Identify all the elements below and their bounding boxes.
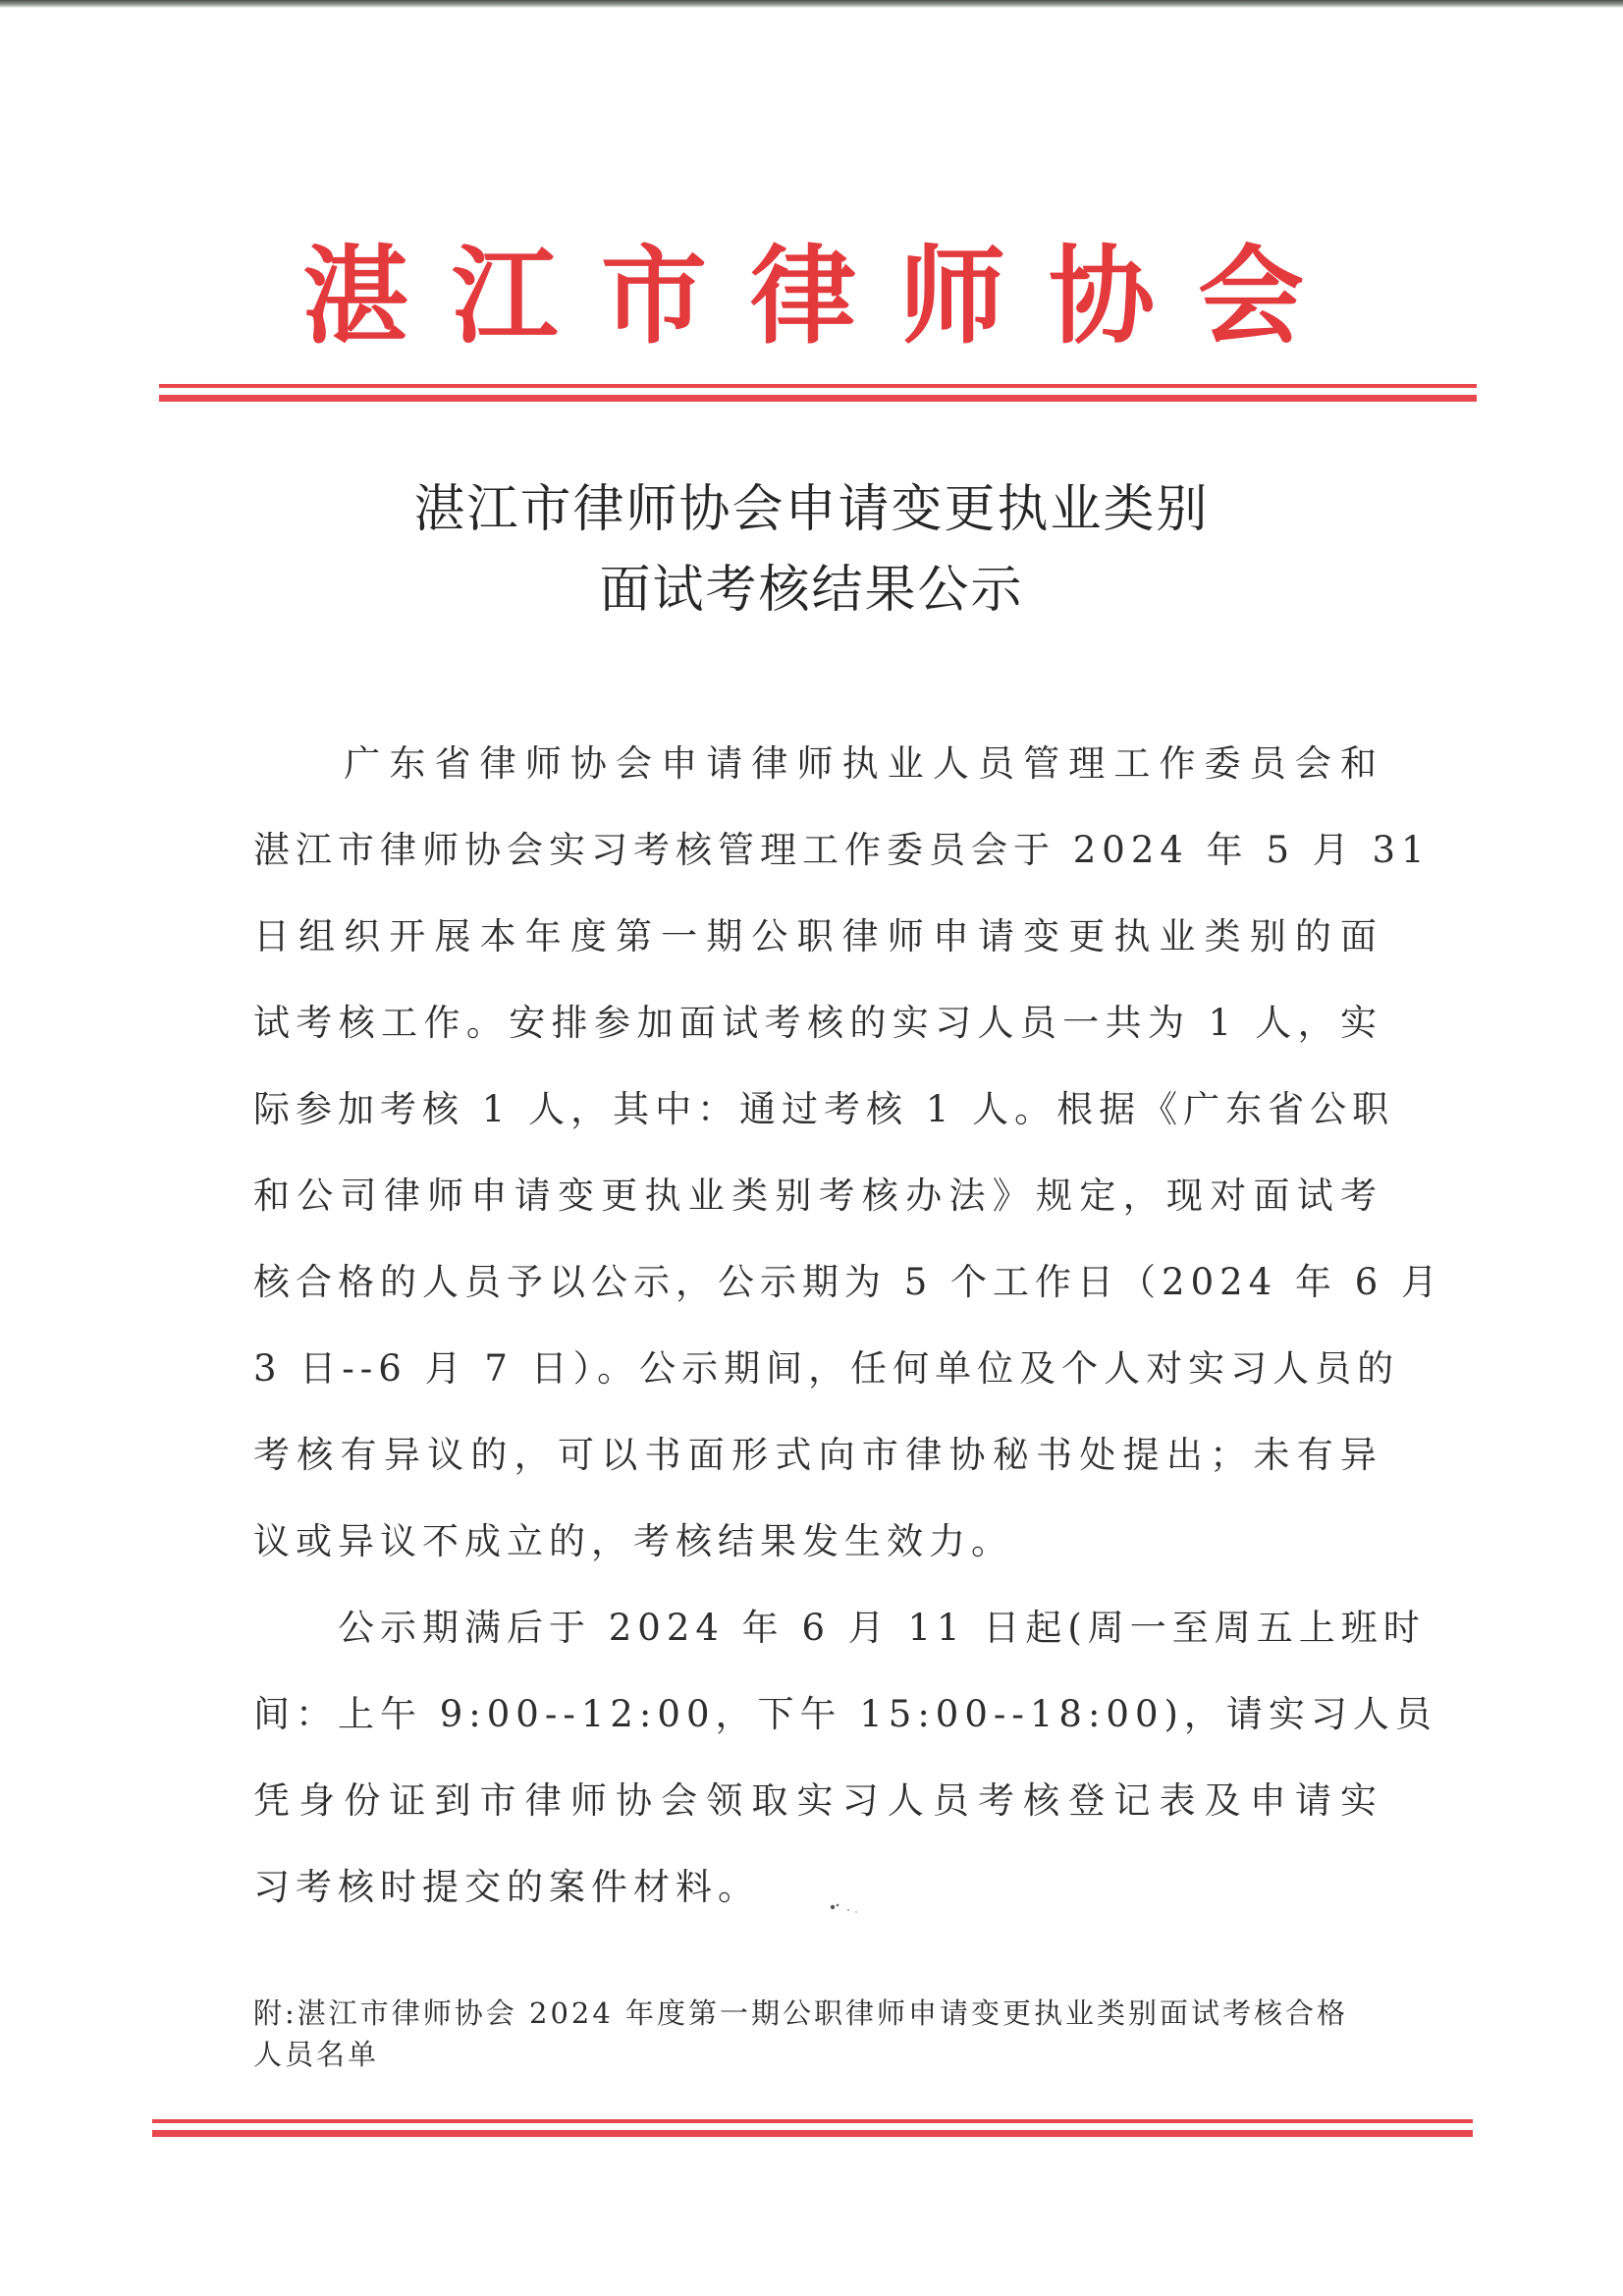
paragraph1-line: 广东省律师协会申请律师执业人员管理工作委员会和 <box>253 742 1382 785</box>
rule-thick-line <box>159 395 1477 402</box>
paragraph1-line: 湛江市律师协会实习考核管理工作委员会于 2024 年 5 月 31 <box>253 829 1431 871</box>
rule-thin-line <box>159 384 1477 388</box>
attachment-line: 人员名单 <box>253 2038 380 2071</box>
paragraph1-line: 考核有异议的，可以书面形式向市律协秘书处提出；未有异 <box>253 1434 1382 1476</box>
scan-edge <box>0 0 1623 8</box>
paragraph1-line: 试考核工作。安排参加面试考核的实习人员一共为 1 人，实 <box>253 1002 1382 1044</box>
rule-thick-line <box>152 2130 1473 2137</box>
attachment-line: 附:湛江市律师协会 2024 年度第一期公职律师申请变更执业类别面试考核合格 <box>253 1996 1349 2030</box>
paragraph1-line: 核合格的人员予以公示，公示期为 5 个工作日（2024 年 6 月 <box>253 1261 1444 1303</box>
paragraph1-line: 和公司律师申请变更执业类别考核办法》规定，现对面试考 <box>253 1175 1382 1217</box>
paragraph1-line: 际参加考核 1 人，其中：通过考核 1 人。根据《广东省公职 <box>253 1088 1395 1130</box>
paragraph1-line: 日组织开展本年度第一期公职律师申请变更执业类别的面 <box>253 915 1382 957</box>
paragraph2-line: 公示期满后于 2024 年 6 月 11 日起(周一至周五上班时 <box>253 1607 1426 1649</box>
paragraph2-line: 间：上午 9:00--12:00，下午 15:00--18:00)，请实习人员 <box>253 1693 1437 1735</box>
rule-thin-line <box>152 2119 1473 2123</box>
letterhead-organization: 湛江市律师协会 <box>301 236 1347 358</box>
paragraph1-line: 3 日--6 月 7 日）。公示期间，任何单位及个人对实习人员的 <box>253 1347 1400 1390</box>
footer-rule <box>152 2119 1473 2137</box>
title-line-1: 湛江市律师协会申请变更执业类别 <box>413 480 1210 539</box>
letterhead-rule-top <box>159 384 1477 402</box>
document-title <box>196 469 1427 630</box>
paragraph2-line: 凭身份证到市律师协会领取实习人员考核登记表及申请实 <box>253 1779 1382 1822</box>
paragraph1-line: 议或异议不成立的，考核结果发生效力。 <box>253 1520 1013 1562</box>
paragraph2-line: 习考核时提交的案件材料。 <box>253 1866 760 1908</box>
scan-speck <box>827 1897 866 1917</box>
title-line-2: 面试考核结果公示 <box>599 561 1024 620</box>
